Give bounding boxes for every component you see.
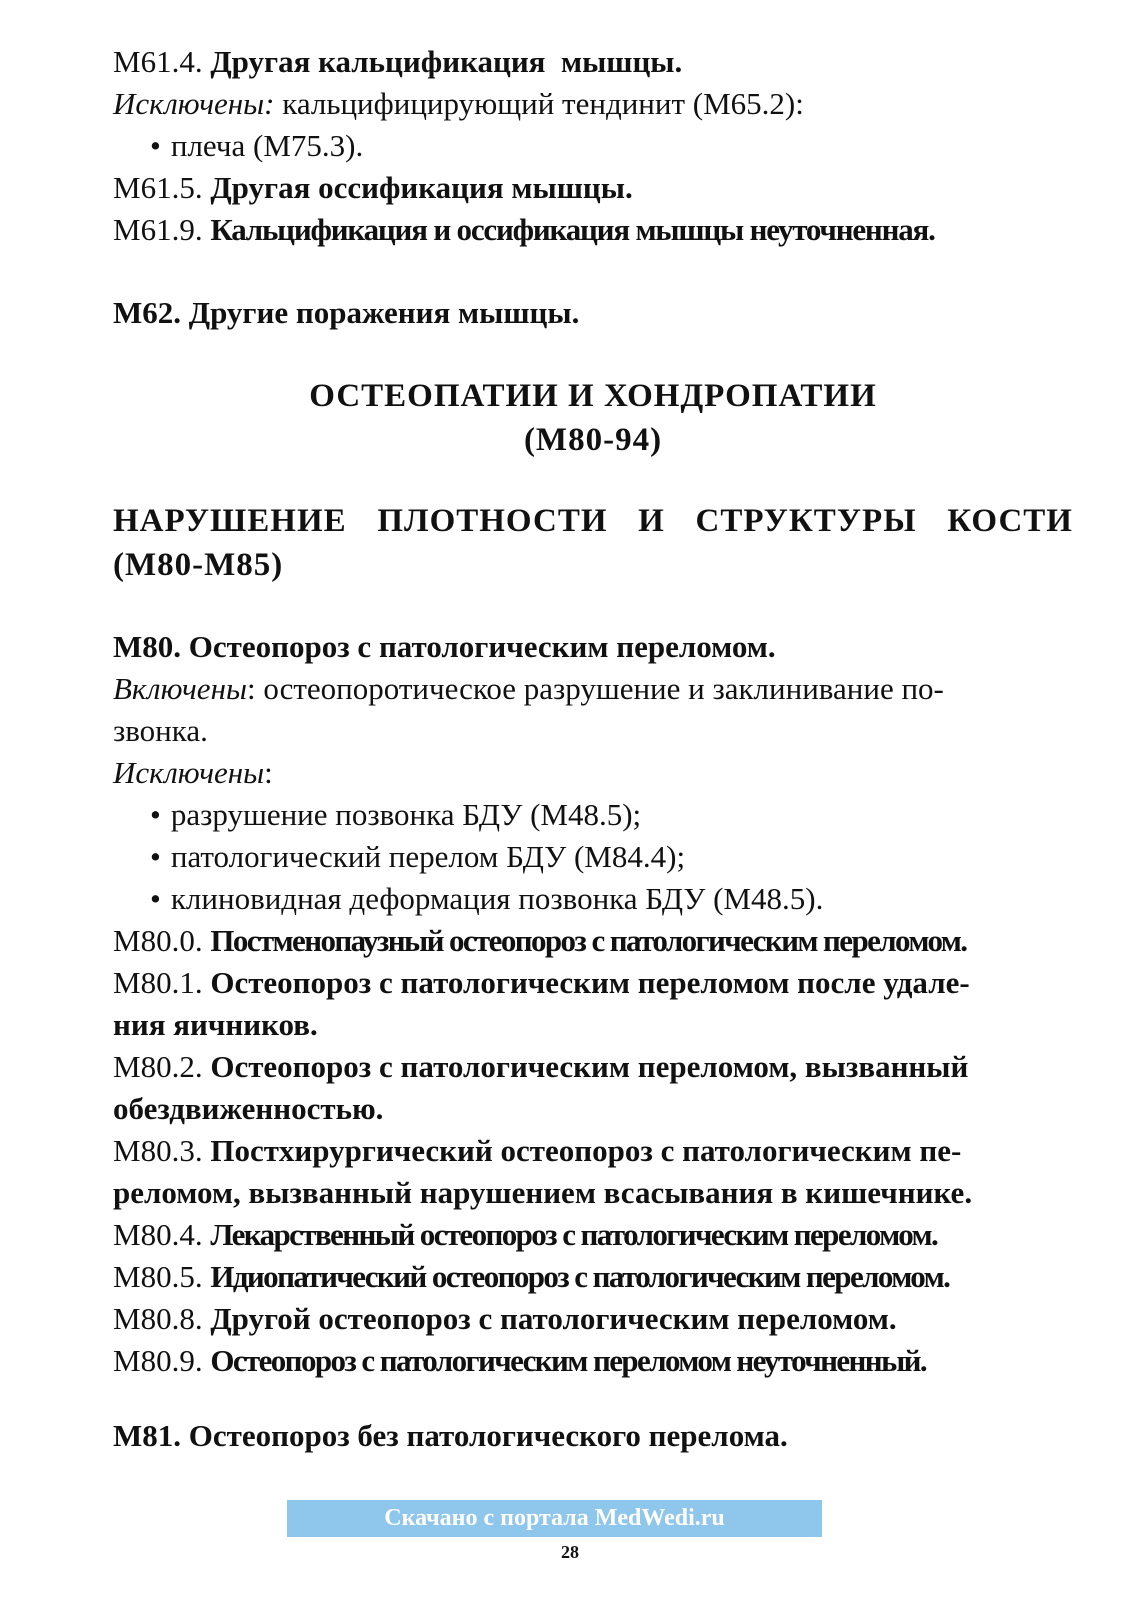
entry-title: Лекарственный остеопороз с патологическим переломом. [210,1217,938,1252]
entry-title: Кальцификация и оссификация мышцы неуточненная. [210,212,935,247]
bullet-icon: • [150,797,161,832]
entry-title-cont: ния яичников. [113,1007,318,1042]
entry-title: Другой остеопороз с патологическим переломом. [210,1301,897,1336]
block-heading-word: КОСТИ [947,503,1073,539]
entry-title-cont: реломом, вызванный нарушением всасывания в кишечнике. [113,1175,973,1210]
entry-code: M80.2. [113,1049,203,1084]
entry-m81 [113,1415,1073,1457]
excluded-bullet [150,878,1110,920]
entry-m62 [113,292,1073,334]
included-note-cont: звонка. [113,713,208,748]
entry-code: M62. [113,295,182,330]
entry-title: Другая кальцификация мышцы. [210,44,683,79]
entry-code: M61.4. [113,44,203,79]
entry-title: Остеопороз с патологическим переломом неуточненный. [210,1343,927,1378]
entry-m80-2 [113,1046,1073,1088]
bullet-icon: • [150,881,161,916]
download-watermark-banner: Скачано с портала MedWedi.ru [287,1500,822,1537]
entry-code: M80.8. [113,1301,203,1336]
bullet-text: разрушение позвонка БДУ (M48.5); [170,797,642,832]
excluded-label: Исключены: [113,86,275,121]
entry-code: M80.4. [113,1217,203,1252]
excluded-colon: : [264,755,273,790]
entry-m61-4 [113,41,1073,83]
entry-title: Идиопатический остеопороз с патологическим переломом. [210,1259,950,1294]
entry-title: Постхирургический остеопороз с патологическим пе- [210,1133,962,1168]
entry-code: M80.5. [113,1259,203,1294]
entry-title: Остеопороз с патологическим переломом, вызванный [210,1049,969,1084]
section-heading-line1: ОСТЕОПАТИИ И ХОНДРОПАТИИ [309,378,877,414]
bullet-text: плеча (M75.3). [170,128,364,163]
entry-title: Остеопороз с патологическим переломом после удале- [210,965,970,1000]
section-heading-line2: (M80-94) [523,422,663,458]
bullet-text: клиновидная деформация позвонка БДУ (M48.5). [170,881,824,916]
entry-code: M80.9. [113,1343,203,1378]
entry-m61-9 [113,209,1073,251]
entry-code: M80.0. [113,923,203,958]
entry-m80-9 [113,1340,1073,1382]
included-label: Включены [113,671,247,706]
excluded-bullet [150,836,1110,878]
block-heading-word: ПЛОТНОСТИ [377,503,608,539]
entry-m80-1 [113,962,1073,1004]
entry-m80-8 [113,1298,1073,1340]
entry-code: M80. [113,629,182,664]
entry-title: Остеопороз с патологическим переломом. [188,629,776,664]
entry-m80-0 [113,920,1073,962]
included-text: : остеопоротическое разрушение и заклинивание по- [246,671,944,706]
entry-code: M61.9. [113,212,203,247]
entry-m80-5 [113,1256,1073,1298]
entry-code: M61.5. [113,170,203,205]
excluded-text: кальцифицирующий тендинит (M65.2): [282,86,804,121]
entry-m61-5 [113,167,1073,209]
entry-m80-3 [113,1130,1073,1172]
excluded-label: Исключены [113,755,265,790]
entry-m80 [113,626,1073,668]
entry-code: M80.3. [113,1133,203,1168]
block-heading-line1 [113,499,1073,543]
bullet-text: патологический перелом БДУ (M84.4); [170,839,686,874]
entry-title: Постменопаузный остеопороз с патологическим переломом. [210,923,967,958]
entry-title: Другие поражения мышцы. [188,295,580,330]
block-heading-word: СТРУКТУРЫ [695,503,917,539]
entry-code: M81. [113,1418,182,1453]
block-heading-word: НАРУШЕНИЕ [113,503,347,539]
excluded-heading [113,752,1073,794]
entry-code: M80.1. [113,965,203,1000]
entry-title: Остеопороз без патологического перелома. [188,1418,788,1453]
entry-title: Другая оссификация мышцы. [210,170,633,205]
page-number: 28 [561,1542,579,1562]
bullet-icon: • [150,839,161,874]
included-note [113,668,1073,710]
excluded-note [113,83,1073,125]
block-heading-word: И [638,503,665,539]
entry-m80-4 [113,1214,1073,1256]
block-heading-line2: (M80-M85) [113,547,284,583]
excluded-bullet [150,125,1110,167]
entry-title-cont: обездвиженностью. [113,1091,384,1126]
excluded-bullet [150,794,1110,836]
bullet-icon: • [150,128,161,163]
